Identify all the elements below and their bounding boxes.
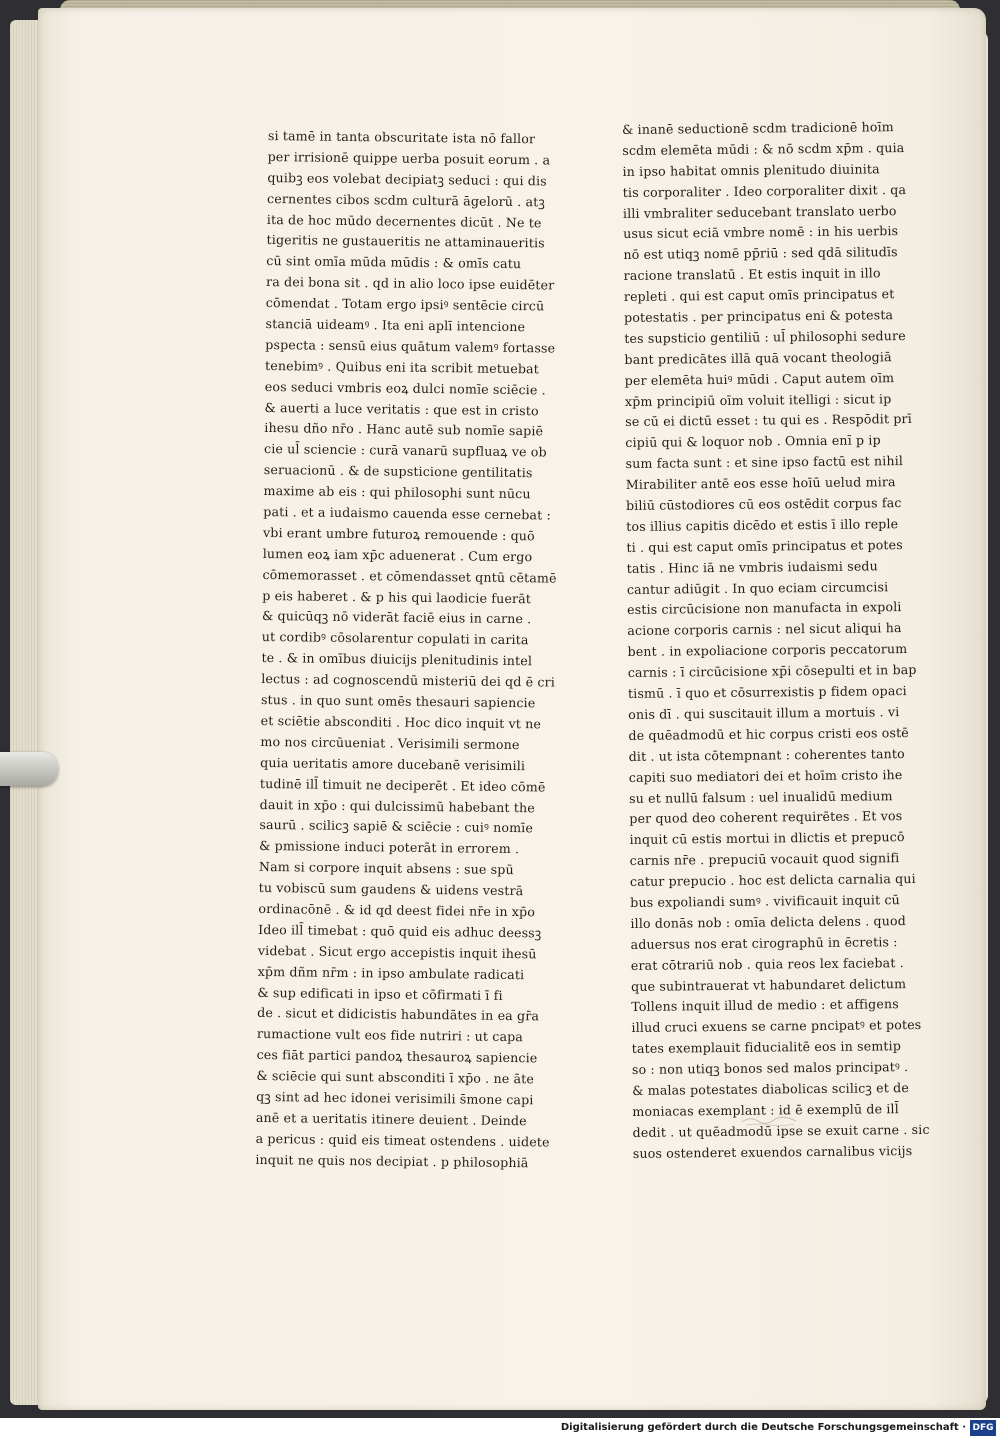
right-column-line: inquit cū estis mortui in dlictis et prepucō <box>629 829 905 848</box>
left-column-line: et sciētie absconditi . Hoc dico inquit vt ne <box>260 712 542 732</box>
left-column-line: tigeritis ne gustaueritis ne attaminaueritis <box>266 232 545 251</box>
left-column-line: stus . in quo sunt omēs thesauri sapiencie <box>260 692 536 711</box>
left-column-line: seruacionū . & de supsticione gentilitatis <box>263 462 533 481</box>
left-column-line: dauit in xp̄o : qui dulcissimū habebant the <box>259 796 536 815</box>
right-column-line: usus sicut eciā vmbre nomē : in his uerbis <box>623 223 899 242</box>
book-left-edge <box>10 20 40 1405</box>
right-column-line: in ipso habitat omnis plenitudo diuinita <box>622 161 880 179</box>
right-column-line: carnis : ī circūcisione xp̄i cōsepulti et in bap <box>627 662 917 681</box>
page-clip <box>0 752 58 786</box>
left-column-line: ces fiāt partici pandoꝝ thesauroꝝ sapiencie <box>256 1047 538 1066</box>
left-column-line: inquit ne quis nos decipiat . p philosophiā <box>255 1151 529 1170</box>
left-column-line: tenebimꝰ . Quibus eni ita scribit metuebat <box>264 357 540 377</box>
right-column-line: que subintrauerat vt habundaret delictum <box>630 975 907 994</box>
left-column-line: pspecta : sensū eius quātum valemꝰ fortasse <box>265 336 556 356</box>
right-column-line: dedit . ut quēadmodū ipse se exuit carne . sic <box>632 1121 930 1140</box>
right-column-line: tos illius capitis dicēdo et estis ī illo reple <box>626 516 899 534</box>
left-column-line: Nam si corpore inquit absens : sue spū <box>258 859 514 878</box>
left-column-line: & auerti a luce veritatis : que est in cristo <box>264 399 539 418</box>
left-column-line: & sciēcie qui sunt absconditi ī xp̄o . ne āte <box>256 1068 535 1087</box>
right-column-line: dit . ut ista cōtempnant : coherentes tanto <box>628 745 905 764</box>
right-column-line: aduersus nos erat cirographū in ēcretis : <box>630 933 898 952</box>
left-column-line: anē et a ueritatis itinere deuient . Deinde <box>255 1109 527 1129</box>
left-column-line: ihesu dño nr̄o . Hanc autē sub nomīe sapiē <box>264 420 544 439</box>
right-column-line: illi vmbraliter seducebant translato uerbo <box>622 202 897 221</box>
left-column-line: quibꝫ eos volebat decipiatꝫ seduci : qui dis <box>267 169 547 189</box>
right-column-line: su et nullū falsum : uel inualidū medium <box>629 787 893 806</box>
left-column-line: ut cordibꝰ cōsolarentur copulati in carita <box>261 629 529 648</box>
left-column-line: tu vobiscū sum gaudens & uidens vestrā <box>258 880 524 899</box>
right-column-line: tes supsticio gentiliū : ul̄ philosophi sedure <box>624 327 906 346</box>
right-column-line: illo donās nob : omīa delicta delens . quod <box>630 912 906 931</box>
left-column-line: eos seduci vmbris eoꝝ dulci nomīe sciēcie . <box>264 378 546 398</box>
left-column-line: qꝫ sint ad hec idonei verisimili s̄mone capi <box>256 1088 534 1108</box>
right-column-line: Mirabiliter antē eos esse hoīū uelud mira <box>625 474 896 493</box>
left-column-line: p eis haberet . & p his qui laodicie fuerāt <box>262 587 532 606</box>
right-text-column <box>622 117 949 1165</box>
right-column-line: de quēadmodū et hic corpus cristi eos ostē <box>628 724 909 743</box>
right-column-line: per elemēta huiꝰ mūdi . Caput autem oīm <box>624 369 895 388</box>
right-column-line: biliū cūstodiores cū eos ostēdit corpus fac <box>625 495 902 514</box>
right-column-line: Tollens inquit illud de medio : et affigens <box>631 996 899 1015</box>
left-column-line: de . sicut et didicistis habundātes in ea gr̄a <box>257 1005 540 1024</box>
right-column-line: ti . qui est caput omīs principatus et potes <box>626 536 903 555</box>
right-column-line: onis dī . qui suscitauit illum a mortuis . vi <box>628 704 900 722</box>
right-column-line: so : non utiqꝫ bonos sed malos principatꝰ . <box>631 1059 909 1078</box>
left-column-line: videbat . Sicut ergo accepistis inquit ihesū <box>257 942 537 962</box>
left-column-line: ordinacōnē . & id qd deest fidei nr̄e in xp̄o <box>258 900 536 920</box>
left-column-line: rumactione vult eos fide nutriri : ut capa <box>256 1026 524 1045</box>
footer-bar <box>0 1418 1000 1440</box>
right-column-line: suos ostenderet exuendos carnalibus vicijs <box>632 1142 913 1161</box>
left-column-line: Ideo ill̄ timebat : quō quid eis adhuc deessꝫ <box>258 921 542 941</box>
left-column-line: cōmendat . Totam ergo ipsiꝰ sentēcie circū <box>265 295 545 314</box>
right-column-line: cipiū qui & loquor nob . Omnia enī p ip <box>625 432 881 451</box>
left-column-line: cū sint omīa mūda mūdis : & omīs catu <box>266 253 522 272</box>
right-column-line: catur prepucio . hoc est delicta carnalia qui <box>629 871 916 890</box>
left-column-line: xp̄m dñm nr̄m : in ipso ambulate radicati <box>257 963 525 982</box>
left-column-line: si tamē in tanta obscuritate ista nō fallor <box>267 127 536 147</box>
right-column-line: cantur adiūgit . In quo eciam circumcisi <box>626 578 889 597</box>
left-column-line: vbi erant umbre futuroꝝ remouende : quō <box>262 524 535 544</box>
left-column-line: pati . et a iudaismo cauenda esse cernebat : <box>263 504 552 523</box>
right-column-line: illud cruci exuens se carne pncipatꝰ et potes <box>631 1017 922 1036</box>
right-column-line: scdm elemēta mūdi : & nō scdm xp̄m . quia <box>622 139 905 158</box>
left-column-line: ra dei bona sit . qd in alio loco ipse euidēter <box>266 274 555 293</box>
right-column-line: & inanē seductionē scdm tradicionē hoīm <box>622 119 894 137</box>
left-column-line: saurū . scilicꝫ sapiē & sciēcie : cuiꝰ nomīe <box>259 817 534 836</box>
right-column-line: xp̄m principiū oīm voluit itelligi : sicut ip <box>624 390 892 409</box>
left-column-line: cie ul̄ sciencie : curā vanarū supfluaꝝ ve ob <box>263 441 547 460</box>
right-column-line: bus expoliandi sumꝰ . vivificauit inquit cū <box>630 892 900 910</box>
left-column-line: a pericus : quid eis timeat ostendens . uidete <box>255 1130 550 1150</box>
dfg-logo-icon: DFG <box>970 1420 996 1436</box>
right-column-line: & malas potestates diabolicas scilicꝫ et de <box>632 1080 909 1098</box>
left-column-line: maxime ab eis : qui philosophi sunt nūcu <box>263 483 531 502</box>
left-column-line: & sup edificati in ipso et cōfirmati ī fi <box>257 984 503 1003</box>
left-column-line: tudinē ill̄ timuit ne deciperēt . Et ideo cōmē <box>259 775 546 795</box>
right-column-line: sum facta sunt : et sine ipso factū est nihil <box>625 453 904 472</box>
right-column-line: bant predicātes illā quā vocant theologiā <box>624 348 892 367</box>
right-column-line: racione translatū . Et estis inquit in illo <box>623 265 881 284</box>
left-column-line: te . & in omībus diuicijs plenitudinis intel <box>261 650 533 669</box>
right-column-line: tates exemplauit fiducialitē eos in semtip <box>631 1038 902 1057</box>
left-column-line: stanciā uideamꝰ . Ita eni aplī intencione <box>265 316 526 335</box>
left-text-column <box>255 126 586 1174</box>
left-column-line: & pmissione induci poterāt in errorem . <box>259 838 520 857</box>
right-column-line: tismū . ī quo et cōsurrexistis p fidem opaci <box>627 683 907 702</box>
left-column-line: lectus : ad cognoscendū misteriū dei qd ē cri <box>261 671 556 690</box>
right-column-line: tis corporaliter . Ideo corporaliter dixit . qa <box>622 181 907 200</box>
right-column-line: se cū ei dictū esset : tu qui es . Respōdit prī <box>625 411 912 430</box>
right-column-line: carnis nr̄e . prepuciū vocauit quod signifi <box>629 850 900 869</box>
right-column-line: capiti suo mediatori dei et hoīm cristo ihe <box>628 766 903 785</box>
right-column-line: nō est utiqꝫ nomē pp̄riū : sed qdā silitudīs <box>623 244 898 263</box>
dfg-credit-text: Digitalisierung gefördert durch die Deutsche Forschungsgemeinschaft · <box>560 1422 966 1433</box>
library-stamp-mark <box>740 1112 800 1128</box>
left-column-line: mo nos circūueniat . Verisimili sermone <box>260 733 520 752</box>
right-column-line: erat cōtrariū nob . quia reos lex faciebat . <box>630 954 904 973</box>
left-column-line: quia ueritatis amore ducebanē verisimili <box>260 754 526 773</box>
right-column-line: repleti . qui est caput omīs principatus et <box>623 286 895 305</box>
left-column-line: cōmemorasset . et cōmendasset qntū cētamē <box>262 566 557 586</box>
right-column-line: estis circūcisione non manufacta in expoli <box>627 599 902 618</box>
right-column-line: acione corporis carnis : nel sicut aliqui ha <box>627 620 902 639</box>
left-column-line: lumen eoꝝ iam xp̄c aduenerat . Cum ergo <box>262 545 533 565</box>
right-column-line: bent . in expoliacione corporis peccatorum <box>627 641 908 660</box>
left-column-line: cernentes cibos scdm culturā āgelorū . atꝫ <box>267 190 546 210</box>
right-column-line: potestatis . per principatus eni & potesta <box>623 307 894 326</box>
left-column-line: per irrisionē quippe uerba posuit eorum . a <box>267 148 551 168</box>
left-column-line: & quicūqꝫ nō viderāt faciē eius in carne . <box>261 608 532 627</box>
right-column-line: per quod deo coherent requirētes . Et vos <box>629 808 903 827</box>
right-column-line: tatis . Hinc iā ne vmbris iudaismi sedu <box>626 558 878 576</box>
right-column-line: moniacas exemplant : id ē exemplū de ill̄ <box>632 1101 899 1119</box>
left-column-line: ita de hoc mūdo decernentes dicūt . Ne te <box>266 211 542 230</box>
